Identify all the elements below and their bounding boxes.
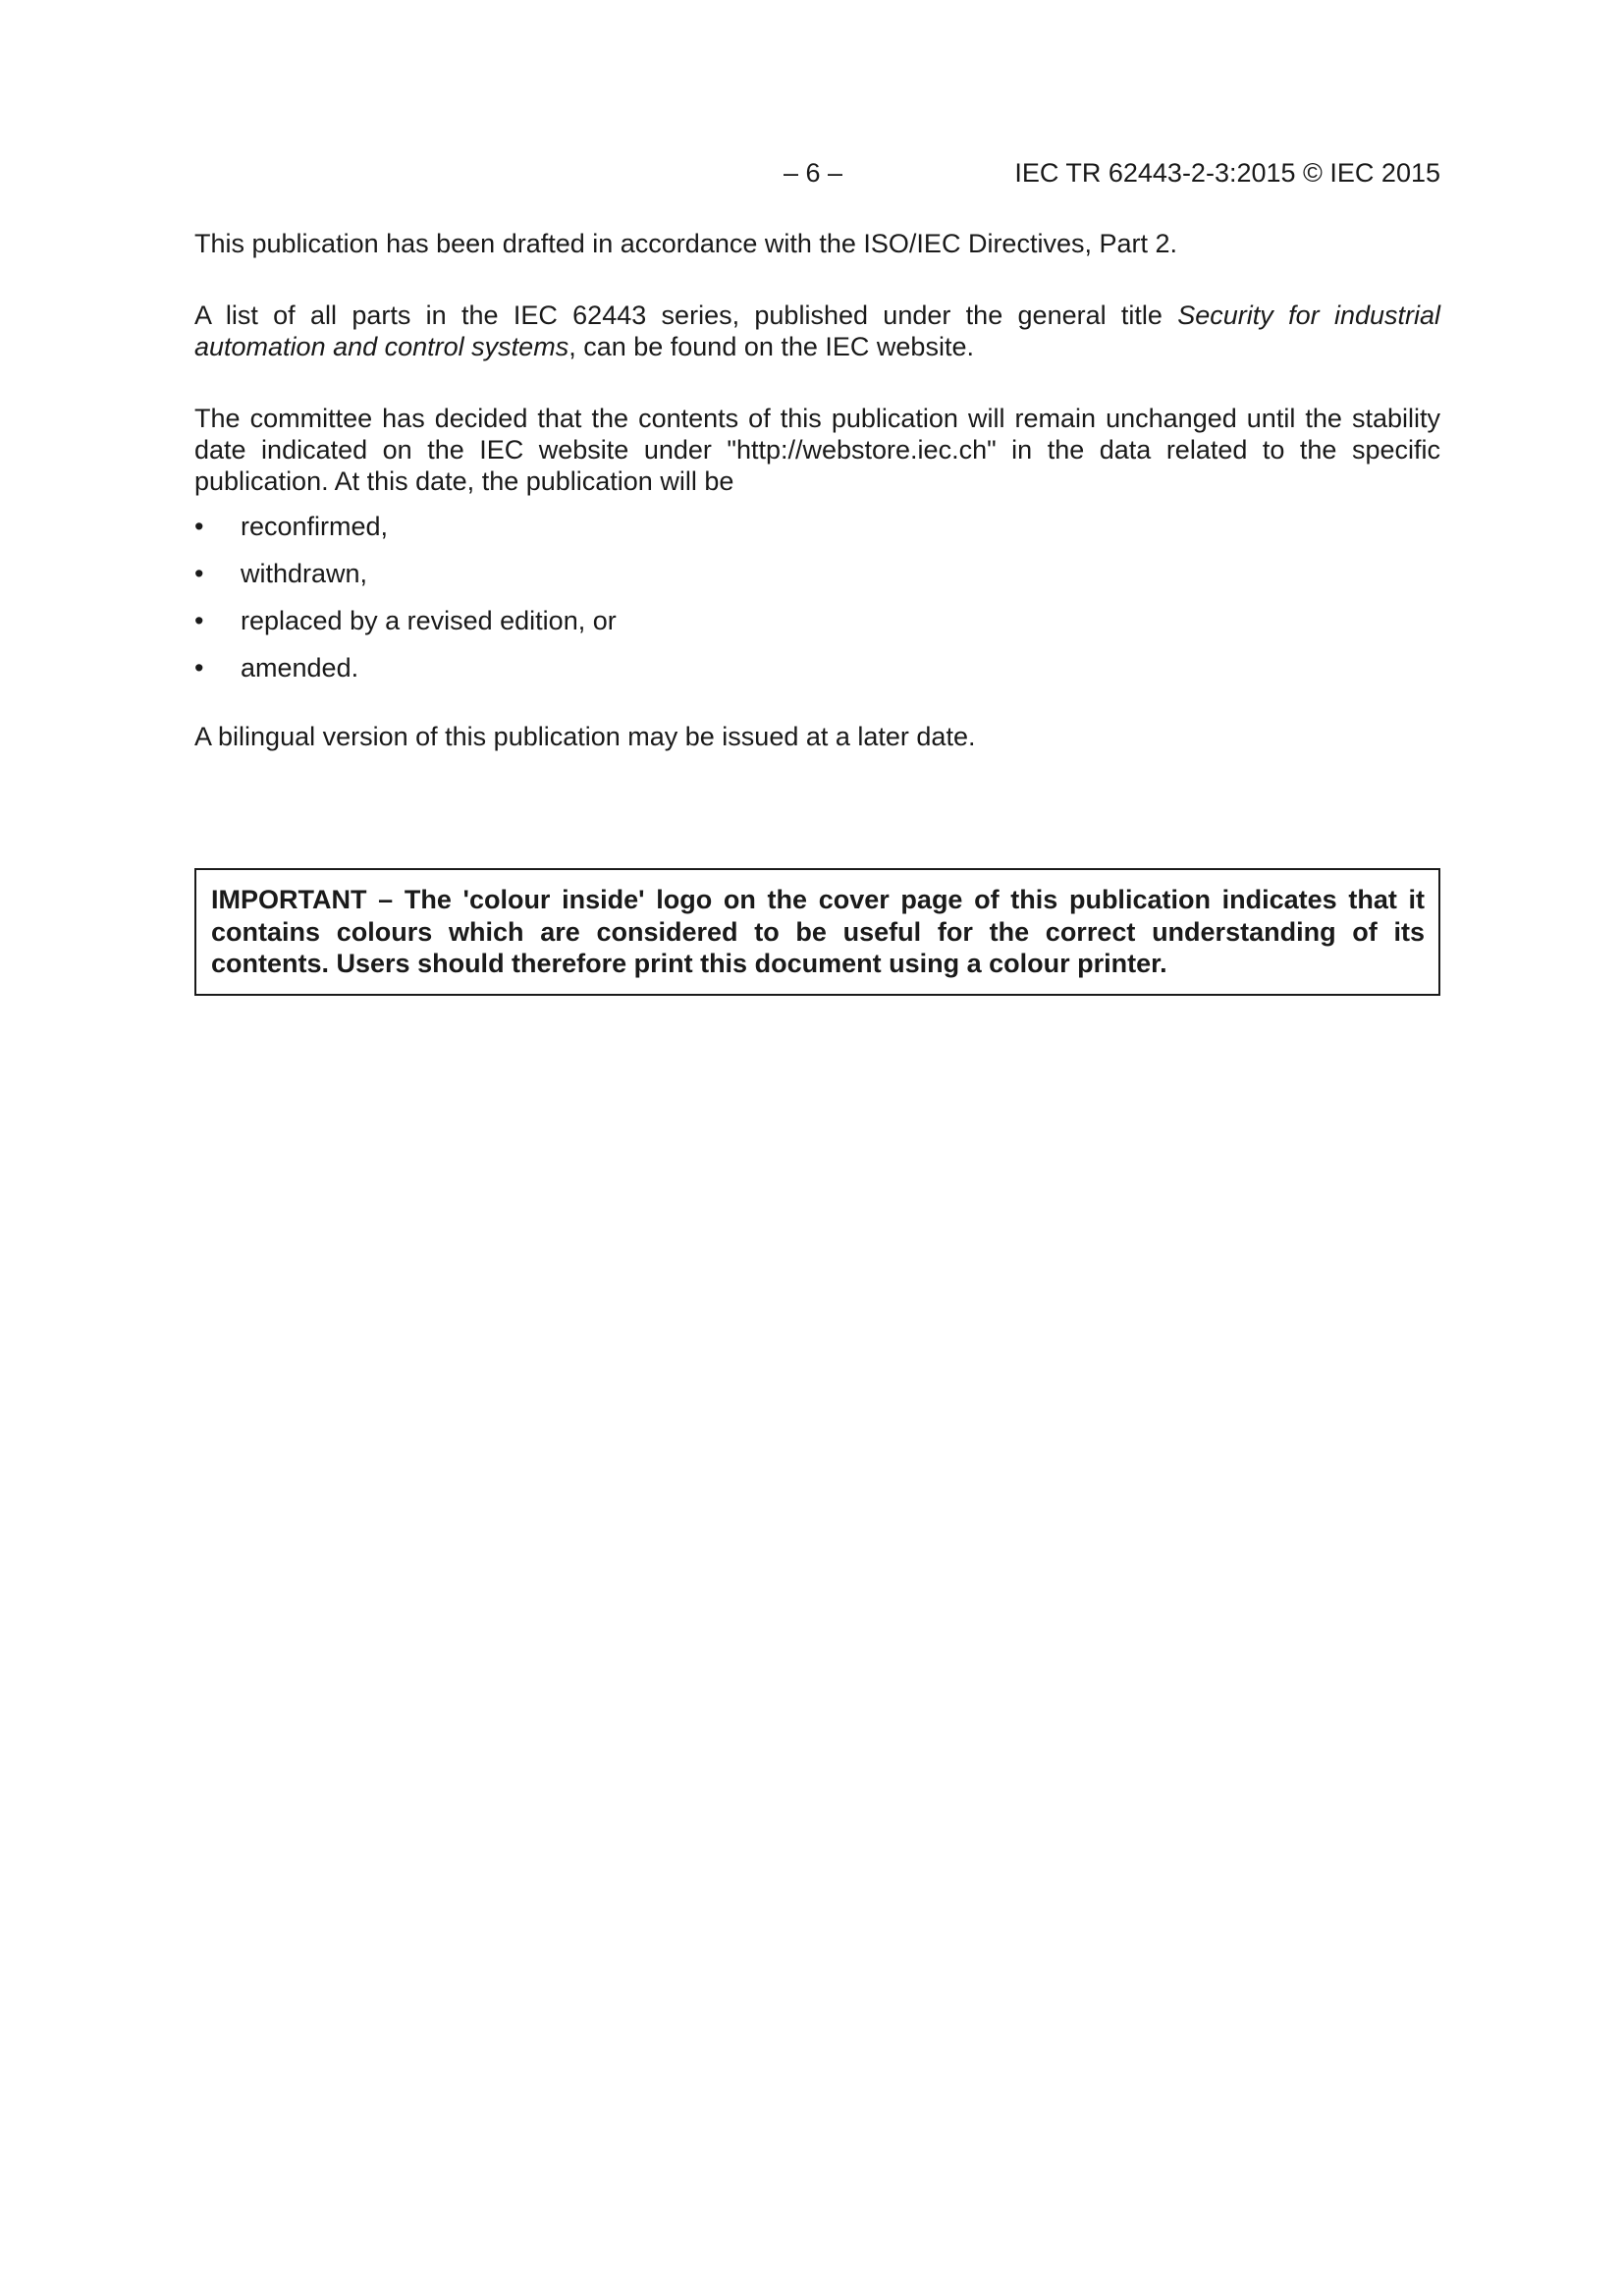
outcome-list [194, 511, 1440, 699]
bullet-icon: • [194, 653, 204, 683]
paragraph-bilingual: A bilingual version of this publication may be issued at a later date. [194, 722, 976, 751]
bullet-icon: • [194, 512, 204, 541]
paragraph-series [194, 300, 1440, 362]
list-item [194, 558, 1440, 605]
list-item [194, 652, 1440, 699]
paragraph-committee: The committee has decided that the contents of this publication will remain unchanged until the stability date indicated on the IEC website under "http://webstore.iec.ch" in the data related to the specific publication. At this date, the publication will be [194, 404, 1440, 496]
important-notice-box [194, 868, 1440, 996]
list-item-text: reconfirmed, [241, 512, 389, 541]
bullet-icon: • [194, 559, 204, 588]
series-text-after: , can be found on the IEC website. [568, 332, 974, 361]
list-item-text: replaced by a revised edition, or [241, 606, 617, 635]
list-item [194, 605, 1440, 652]
series-text-before: A list of all parts in the IEC 62443 series, published under the general title [194, 301, 1178, 330]
list-item-text: amended. [241, 653, 359, 683]
series-general-title: Security for industrial automation and control systems [194, 301, 1440, 361]
bullet-icon: • [194, 606, 204, 635]
document-reference: IEC TR 62443-2-3:2015 © IEC 2015 [1014, 158, 1440, 188]
page-header [194, 153, 1440, 192]
important-notice-text: IMPORTANT – The 'colour inside' logo on the cover page of this publication indicates that it contains colours which are considered to be useful for the correct understanding of its contents. Users should therefore print this document using a colour printer. [211, 885, 1425, 978]
page-content [194, 228, 1440, 793]
paragraph-drafted: This publication has been drafted in accordance with the ISO/IEC Directives, Part 2. [194, 229, 1178, 258]
list-item [194, 511, 1440, 558]
list-item-text: withdrawn, [241, 559, 368, 588]
page-number: – 6 – [784, 158, 843, 188]
